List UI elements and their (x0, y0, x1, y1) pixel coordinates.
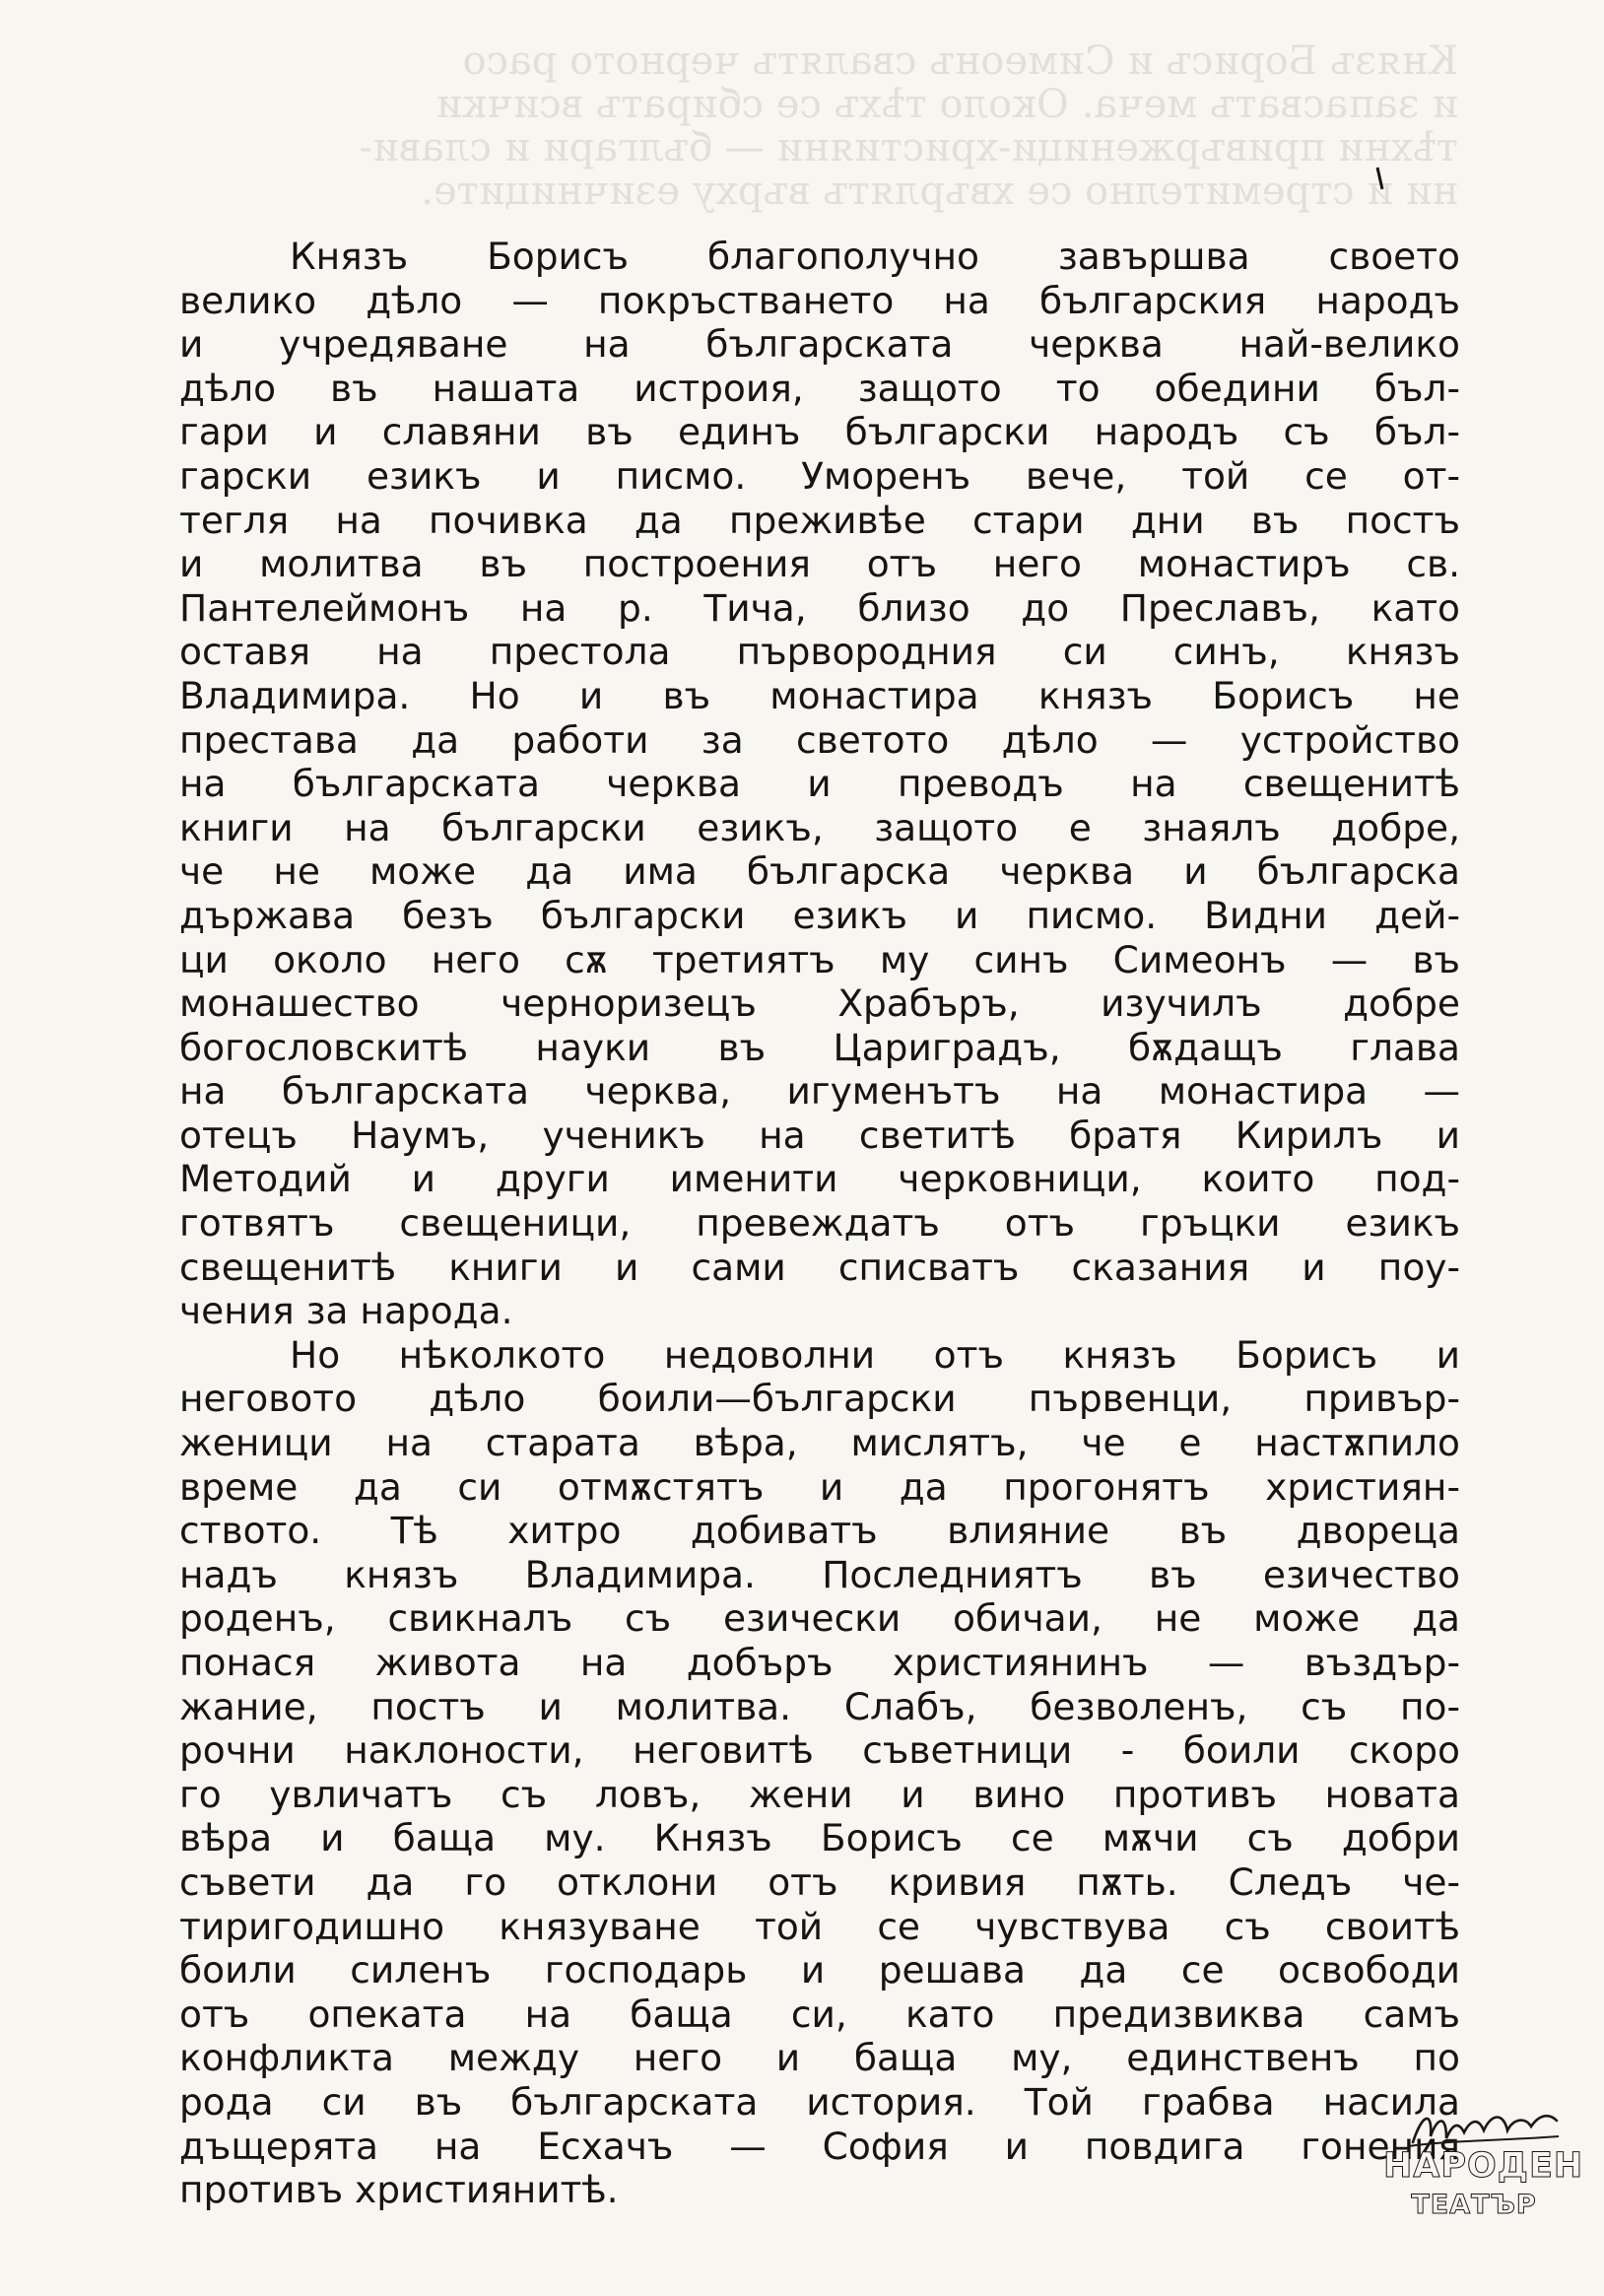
text-line: рода си въ българската история. Той грабва насила (179, 2079, 1460, 2124)
text-line: конфликта между него и баща му, единственъ по (179, 2036, 1460, 2080)
text-line: и молитва въ построения отъ него монастиръ св. (179, 542, 1460, 586)
text-line: дѣло въ нашата истроия, защото то обедини бъл- (179, 366, 1460, 410)
text-line: роденъ, свикналъ съ езически обичаи, не може да (179, 1596, 1460, 1641)
text-line: отъ опеката на баща си, като предизвиква самъ (179, 1992, 1460, 2036)
text-line: понася живота на добъръ християнинъ — въздър- (179, 1641, 1460, 1684)
text-line: Князъ Борисъ благополучно завършва своето (290, 235, 1460, 278)
text-line: Методий и други именити черковници, които под- (179, 1157, 1460, 1201)
stamp-text-line1: НАРОДЕН (1383, 2146, 1584, 2186)
text-line: го увличатъ съ ловъ, жени и вино противъ новата (179, 1772, 1460, 1816)
text-line: готвятъ свещеници, превеждатъ отъ гръцки езикъ (179, 1201, 1460, 1246)
text-line: Владимира. Но и въ монастира князъ Борисъ не (179, 673, 1460, 717)
text-line: че не може да има българска черква и българска (179, 849, 1460, 894)
text-line: вѣра и баща му. Князъ Борисъ се мѫчи съ добри (179, 1816, 1460, 1860)
text-line: книги на български езикъ, защото е знаялъ добре, (179, 805, 1460, 849)
text-line: гарски езикъ и писмо. Уморенъ вече, той се от- (179, 453, 1460, 498)
text-line: Но нѣколкото недоволни отъ князъ Борисъ и (290, 1332, 1460, 1377)
text-line: свещенитѣ книги и сами списватъ сказания и поу- (179, 1245, 1460, 1289)
text-line: женици на старата вѣра, мислятъ, че е настѫпило (179, 1421, 1460, 1465)
text-line: велико дѣло — покръстването на българския народъ (179, 278, 1460, 322)
theatre-stamp (1383, 2107, 1584, 2231)
paragraph-2 (179, 1333, 1460, 2212)
text-line: отецъ Наумъ, ученикъ на светитѣ братя Кирилъ и (179, 1113, 1460, 1157)
text-line: рочни наклоности, неговитѣ съветници - боили скоро (179, 1728, 1460, 1773)
text-line: тегля на почивка да преживѣе стари дни въ постъ (179, 498, 1460, 542)
text-line: тиригодишно князуване той се чувствува съ своитѣ (179, 1904, 1460, 1948)
text-line: монашество черноризецъ Храбъръ, изучилъ добре (179, 981, 1460, 1026)
text-line: време да си отмѫстятъ и да прогонятъ християн- (179, 1464, 1460, 1509)
text-line: надъ князъ Владимира. Последниятъ въ езичество (179, 1552, 1460, 1596)
text-line: гари и славяни въ единъ български народъ съ бъл- (179, 410, 1460, 454)
text-line: богословскитѣ науки въ Цариградъ, бѫдащъ глава (179, 1025, 1460, 1069)
bleed-through-text: Князъ Борисъ и Симеонъ свалятъ черното расо и запасватъ меча. Около тѣхъ се сбиратъ всички тѣхни привърженици-християни — българи и слави- ни и стремително се хвърлятъ върху езичниците. (359, 39, 1458, 214)
text-line: престава да работи за светото дѣло — устройство (179, 717, 1460, 762)
text-line: държава безъ български езикъ и писмо. Видни дей- (179, 893, 1460, 937)
paragraph-1 (179, 235, 1460, 1333)
header-mark (1373, 164, 1393, 193)
text-line: на българската черква и преводъ на свещенитѣ (179, 762, 1460, 806)
text-line: боили силенъ господарь и решава да се освободи (179, 1948, 1460, 1992)
text-line: противъ християнитѣ. (179, 2168, 619, 2212)
text-line: дъщерята на Есхачъ — София и повдига гонения (179, 2124, 1460, 2168)
text-line: неговото дѣло боили—български първенци, привър- (179, 1377, 1460, 1421)
text-line: оставя на престола първородния си синъ, князъ (179, 630, 1460, 674)
body-text (179, 235, 1460, 2212)
text-line: съвети да го отклони отъ кривия пѫть. Следъ че- (179, 1859, 1460, 1904)
text-line: ството. Тѣ хитро добиватъ влияние въ двореца (179, 1509, 1460, 1553)
text-line: чения за народа. (179, 1289, 513, 1333)
stamp-text-line2: ТЕАТЪР (1411, 2190, 1537, 2220)
text-line: Пантелеймонъ на р. Тича, близо до Преславъ, като (179, 585, 1460, 630)
text-line: ци около него сѫ третиятъ му синъ Симеонъ — въ (179, 937, 1460, 981)
text-line: на българската черква, игуменътъ на монастира — (179, 1069, 1460, 1114)
text-line: и учредяване на българската черква най-велико (179, 322, 1460, 367)
text-line: жание, постъ и молитва. Слабъ, безволенъ, съ по- (179, 1684, 1460, 1728)
